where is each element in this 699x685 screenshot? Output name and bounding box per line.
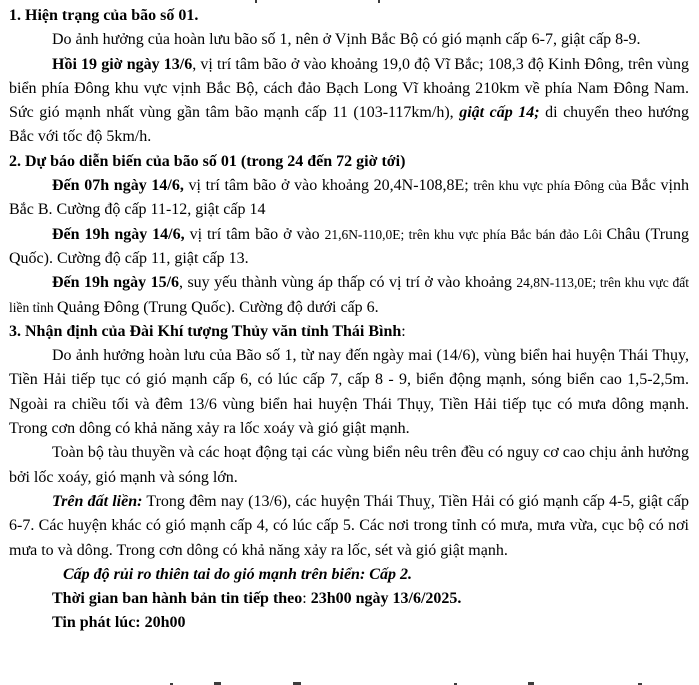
text-run: :	[302, 590, 311, 608]
paragraph	[9, 344, 689, 441]
text-run: , vị trí tâm bão ở vào khoảng 19,0 độ Vĩ Bắc; 108,3 độ Kinh Đông, trên vùng biển phía Đông khu vực vịnh Bắc Bộ, cách đảo Bạch Long Vĩ khoảng 210km về phía Nam Đông Nam. Sức gió mạnh nhất vùng gần tâm bão mạnh cấp 11 (103-117km/h),	[9, 55, 689, 122]
text-run: :	[401, 322, 406, 340]
text-run: 23h00 ngày 13/6/2025.	[310, 590, 462, 608]
paragraph	[9, 271, 689, 320]
text-run: Đến 19h ngày 15/6	[52, 274, 180, 292]
paragraph	[9, 611, 689, 635]
paragraph	[9, 490, 689, 563]
text-run: di chuyển theo hướng Bắc với tốc độ 5km/h.	[9, 104, 690, 146]
text-run: Hồi 19 giờ ngày 13/6	[52, 55, 193, 73]
text-run: Trong đêm nay (13/6), các huyện Thái Thuỵ, Tiền Hải có gió mạnh cấp 4-5, giật cấp 6-7. Các huyện khác có gió mạnh cấp 4, có lúc cấp 5. Các nơi trong tỉnh có mưa, mưa vừa, cục bộ có nơi mưa to và dông. Trong cơn dông có khả năng xảy ra lốc, sét và gió giật mạnh.	[9, 492, 689, 559]
text-run: vị trí tâm bão ở vào khoảng 20,4N-108,8E;	[183, 177, 474, 195]
text-run: 2. Dự báo diễn biến của bão số 01 (trong 24 đến 72 giờ tới)	[9, 152, 406, 170]
clipped-text-fragment-top	[255, 0, 257, 3]
text-run: 21,6N-110,0E; trên khu vực phía Bắc bán đảo Lôi	[324, 226, 607, 242]
text-run: Đến 19h ngày 14/6,	[52, 225, 185, 243]
document-body	[9, 4, 689, 636]
text-run: Quảng Đông (Trung Quốc). Cường độ dưới cấp 6.	[57, 298, 379, 316]
text-run: Toàn bộ tàu thuyền và các hoạt động tại các vùng biển nêu trên đều có nguy cơ cao chịu ảnh hưởng bởi lốc xoáy, gió mạnh và sóng lớn.	[9, 444, 689, 486]
text-run: Thời gian ban hành bản tin tiếp theo	[52, 590, 303, 608]
paragraph	[9, 28, 689, 52]
paragraph	[9, 563, 689, 587]
paragraph	[9, 441, 689, 490]
clipped-text-fragment-top	[378, 0, 380, 3]
text-run: Bắc vịnh Bắc B. Cường độ cấp 11-12, giật cấp 14	[9, 177, 689, 219]
text-run: Tin phát lúc: 20h00	[52, 614, 186, 632]
section-heading	[9, 4, 689, 28]
text-run: Do ảnh hưởng hoàn lưu của Bão số 1, từ nay đến ngày mai (14/6), vùng biển hai huyện Thái Thụy, Tiền Hải tiếp tục có gió mạnh cấp 6, có lúc cấp 7, cấp 8 - 9, biển động mạnh, sóng biển cao 1,5-2,5m. Ngoài ra chiều tối và đêm 13/6 vùng biển hai huyện Thái Thụy, Tiền Hải tiếp tục có mưa dông mạnh. Trong cơn dông có khả năng xảy ra lốc xoáy và gió giật mạnh.	[9, 347, 689, 438]
section-heading	[9, 150, 689, 174]
paragraph	[9, 53, 689, 150]
text-run: Cấp độ rủi ro thiên tai do gió mạnh trên biển: Cấp 2.	[63, 565, 412, 583]
text-run: 24,8N-113,0E; trên khu vực đất liền tỉnh	[9, 275, 690, 315]
paragraph	[9, 587, 689, 611]
text-run: 3. Nhận định của Đài Khí tượng Thủy văn tỉnh Thái Bình	[9, 322, 402, 340]
paragraph	[9, 174, 689, 223]
text-run: , suy yếu thành vùng áp thấp có vị trí ở vào khoảng	[179, 274, 517, 292]
text-run: Trên đất liền:	[52, 492, 143, 510]
text-run: giật cấp 14;	[459, 104, 540, 122]
text-run: Châu (Trung Quốc). Cường độ cấp 11, giật cấp 13.	[9, 225, 690, 267]
text-run: Do ảnh hưởng của hoàn lưu bão số 1, nên ở Vịnh Bắc Bộ có gió mạnh cấp 6-7, giật cấp 8-9.	[52, 31, 641, 49]
text-run: 1. Hiện trạng của bão số 01.	[9, 7, 199, 24]
text-run: trên khu vực phía Đông của	[473, 178, 631, 194]
section-heading	[9, 320, 689, 344]
paragraph	[9, 223, 689, 272]
text-run: vị trí tâm bão ở vào	[184, 225, 325, 243]
text-run: Đến 07h ngày 14/6,	[52, 177, 184, 195]
